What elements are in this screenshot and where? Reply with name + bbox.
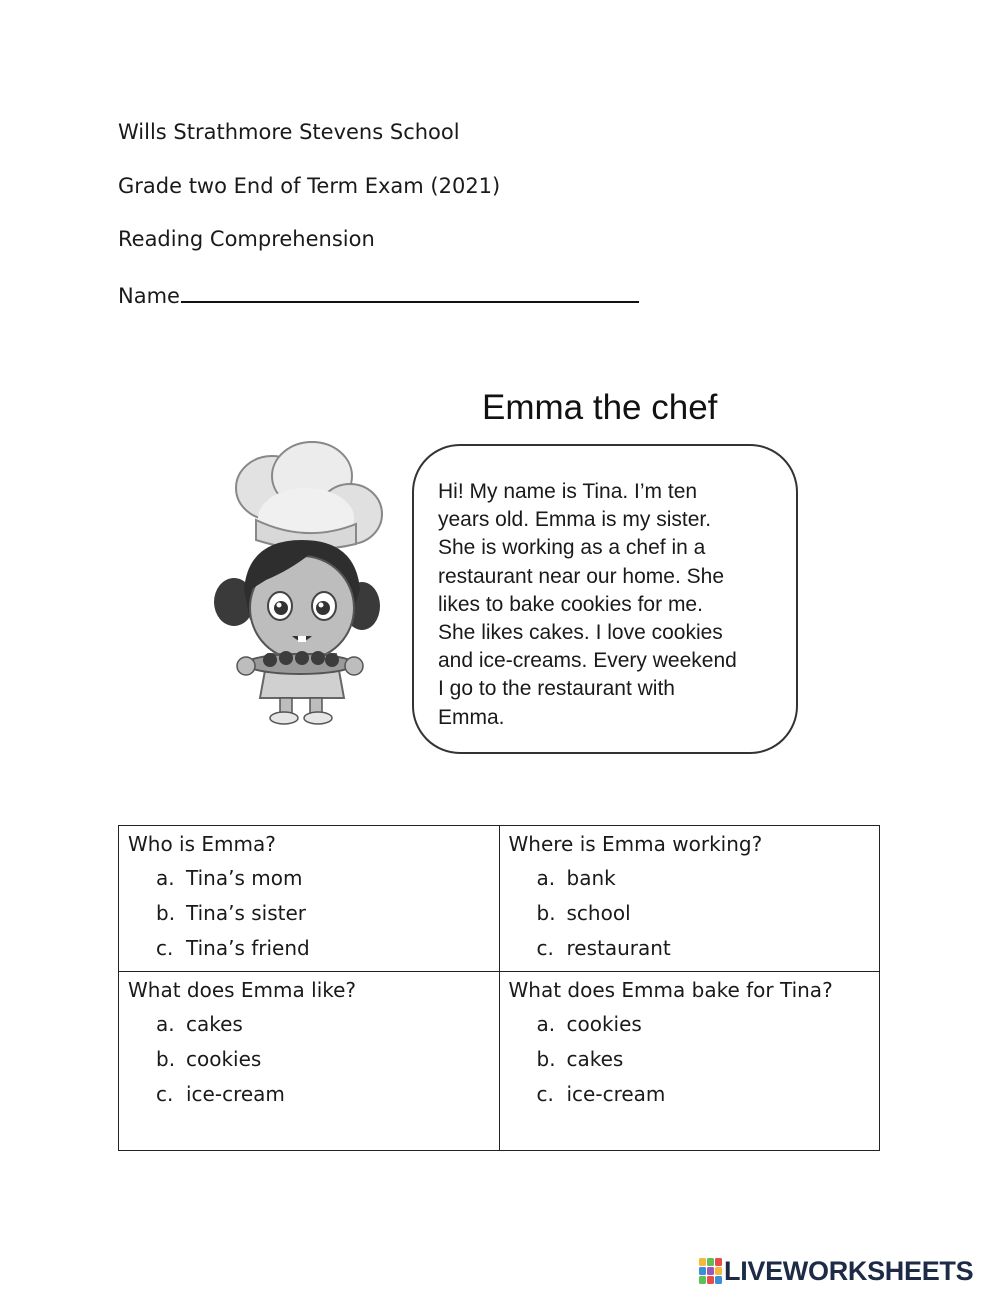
option-letter: a. xyxy=(156,1012,175,1036)
answer-option[interactable] xyxy=(156,1012,489,1036)
question-cell-1 xyxy=(119,826,500,972)
question-text: What does Emma like? xyxy=(128,978,357,1002)
answer-option[interactable] xyxy=(156,936,489,960)
answer-option[interactable] xyxy=(537,936,870,960)
answer-option[interactable] xyxy=(537,1012,870,1036)
option-text: Tina’s sister xyxy=(186,901,306,925)
question-cell-4 xyxy=(499,972,880,1151)
name-row xyxy=(118,281,639,308)
question-text: Who is Emma? xyxy=(128,832,276,856)
option-text: cakes xyxy=(566,1047,624,1071)
option-text: bank xyxy=(566,866,616,890)
option-text: restaurant xyxy=(566,936,671,960)
option-text: school xyxy=(566,901,631,925)
option-letter: b. xyxy=(536,901,556,925)
liveworksheets-logo-icon xyxy=(698,1257,724,1285)
answer-option[interactable] xyxy=(537,866,870,890)
option-letter: a. xyxy=(156,866,175,890)
option-letter: b. xyxy=(156,1047,176,1071)
exam-title: Grade two End of Term Exam (2021) xyxy=(118,174,501,198)
answer-option[interactable] xyxy=(156,866,489,890)
story-line: and ice-creams. Every weekend xyxy=(438,649,737,673)
subject-title: Reading Comprehension xyxy=(118,227,375,251)
story-line: I go to the restaurant with xyxy=(438,677,675,701)
answer-option[interactable] xyxy=(156,1047,489,1071)
option-letter: c. xyxy=(156,936,174,960)
school-name: Wills Strathmore Stevens School xyxy=(118,120,460,144)
option-letter: b. xyxy=(536,1047,556,1071)
story-title: Emma the chef xyxy=(482,388,718,427)
option-text: ice-cream xyxy=(186,1082,285,1106)
option-letter: a. xyxy=(536,1012,556,1036)
question-text: Where is Emma working? xyxy=(508,832,763,856)
answer-option[interactable] xyxy=(537,901,870,925)
option-text: Tina’s mom xyxy=(186,866,303,890)
question-cell-3 xyxy=(119,972,500,1151)
story-line: years old. Emma is my sister. xyxy=(438,508,712,532)
option-text: cookies xyxy=(186,1047,262,1071)
story-line: Hi! My name is Tina. I’m ten xyxy=(438,480,698,503)
story-line: likes to bake cookies for me. xyxy=(438,592,703,616)
story-line: restaurant near our home. She xyxy=(438,564,725,588)
option-text: Tina’s friend xyxy=(186,936,310,960)
liveworksheets-brand[interactable] xyxy=(698,1256,973,1286)
option-letter: a. xyxy=(536,866,556,890)
option-letter: c. xyxy=(536,1082,554,1106)
option-text: cakes xyxy=(186,1012,243,1036)
question-cell-2 xyxy=(499,826,880,972)
option-letter: b. xyxy=(156,901,176,925)
questions-table xyxy=(118,825,880,1151)
option-text: ice-cream xyxy=(566,1082,666,1106)
name-blank-line[interactable] xyxy=(181,281,639,303)
answer-option[interactable] xyxy=(537,1082,870,1106)
brand-name: LIVEWORKSHEETS xyxy=(724,1255,974,1286)
answer-option[interactable] xyxy=(156,1082,489,1106)
option-letter: c. xyxy=(536,936,554,960)
answer-option[interactable] xyxy=(156,901,489,925)
name-label: Name xyxy=(118,284,180,308)
story-bubble xyxy=(412,444,798,754)
option-letter: c. xyxy=(156,1082,174,1106)
answer-option[interactable] xyxy=(537,1047,870,1071)
option-text: cookies xyxy=(566,1012,642,1036)
story-line: She likes cakes. I love cookies xyxy=(438,621,723,645)
chef-girl-illustration xyxy=(210,440,390,725)
story-line: Emma. xyxy=(438,705,505,729)
question-text: What does Emma bake for Tina? xyxy=(508,978,833,1002)
story-line: She is working as a chef in a xyxy=(438,536,706,560)
